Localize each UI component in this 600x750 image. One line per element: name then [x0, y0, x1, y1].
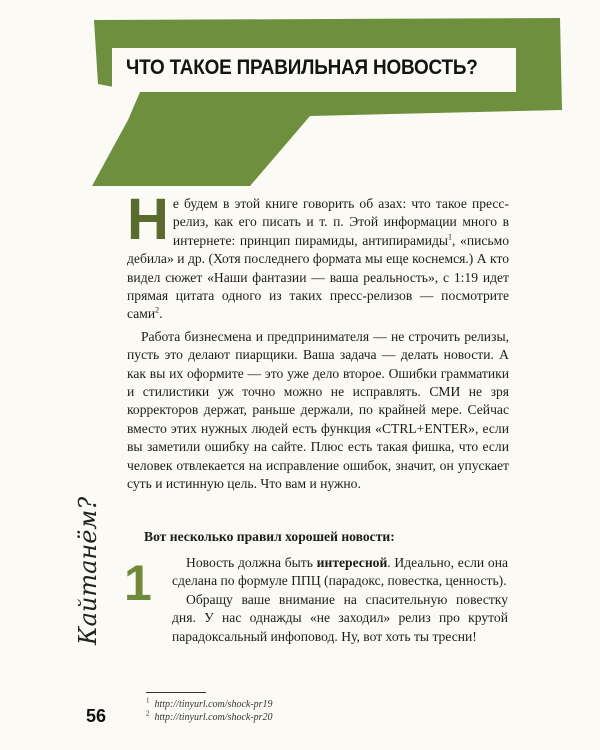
footnote-divider	[146, 692, 206, 693]
side-label: Кайтанём?	[74, 496, 102, 645]
rule-1-text-b: . Идеально, если она сделана по формуле ППЦ (парадокс, повестка, ценность).	[172, 555, 508, 589]
rule-1-text-a: Новость должна быть	[186, 555, 317, 570]
intro-text-b: , «письмо дебила» и др. (Хотя последнего формата мы еще коснемся.) А кто видел сюжет «Наши фантазии — ваша реальность», с 1:19 идет прямая цитата одного из таких пресс-релизов — посмотрите сами	[127, 232, 509, 322]
footnote-1-link: http://tinyurl.com/shock-pr19	[154, 699, 273, 710]
intro-text-a: е будем в этой книге говорить об азах: что такое пресс-релиз, как его писать и т. п. Этой информации много в интернете: принцип пирамиды, антипирамиды	[172, 196, 509, 248]
rule-number: 1	[124, 555, 152, 611]
chapter-title: ЧТО ТАКОЕ ПРАВИЛЬНАЯ НОВОСТЬ?	[126, 56, 478, 79]
rules-heading: Вот несколько правил хорошей новости:	[144, 529, 395, 544]
footnotes	[146, 698, 446, 724]
chapter-banner	[0, 0, 600, 190]
paragraph-work: Работа бизнесмена и предпринимателя — не строчить релизы, пусть это делают пиарщики. Ваша задача — делать новости. А как вы их оформите — это уже дело второе. Ошибки грамматики и стилистики уж точно можно не исправлять. СМИ не зря корректоров держат, раньше держали, по крайней мере. Сейчас вместо этих нужных людей есть функция «CTRL+ENTER», если вы заметили ошибку на сайте. Плюс есть такая фишка, что если человек отвлекается на исправление ошибок, значит, он упускает суть и истинную цель. Что вам и нужно.	[127, 328, 509, 492]
footnote-2-num: 2	[146, 709, 150, 718]
footnote-1-num: 1	[146, 696, 150, 705]
intro-text-c: .	[159, 306, 163, 322]
body-text	[127, 187, 509, 494]
footnote-ref-2: 2	[155, 305, 160, 315]
rule-1-paragraph-1	[172, 554, 508, 591]
paragraph-intro	[127, 187, 509, 324]
rule-1-bold: интересной	[316, 555, 388, 570]
footnote-ref-1: 1	[448, 232, 453, 242]
footnote-2	[146, 711, 446, 724]
rule-1-text	[172, 554, 508, 646]
footnote-1	[146, 698, 446, 711]
footnote-2-link: http://tinyurl.com/shock-pr20	[154, 712, 273, 723]
rule-1-paragraph-2: Обращу ваше внимание на спасительную повестку дня. У нас однажды «не заходил» релиз про крутой парадоксальный инфоповод. Ну, вот хоть ты тресни!	[172, 591, 508, 644]
banner-shape	[92, 18, 562, 186]
page-number: 56	[86, 706, 107, 726]
drop-cap: Н	[127, 187, 169, 252]
